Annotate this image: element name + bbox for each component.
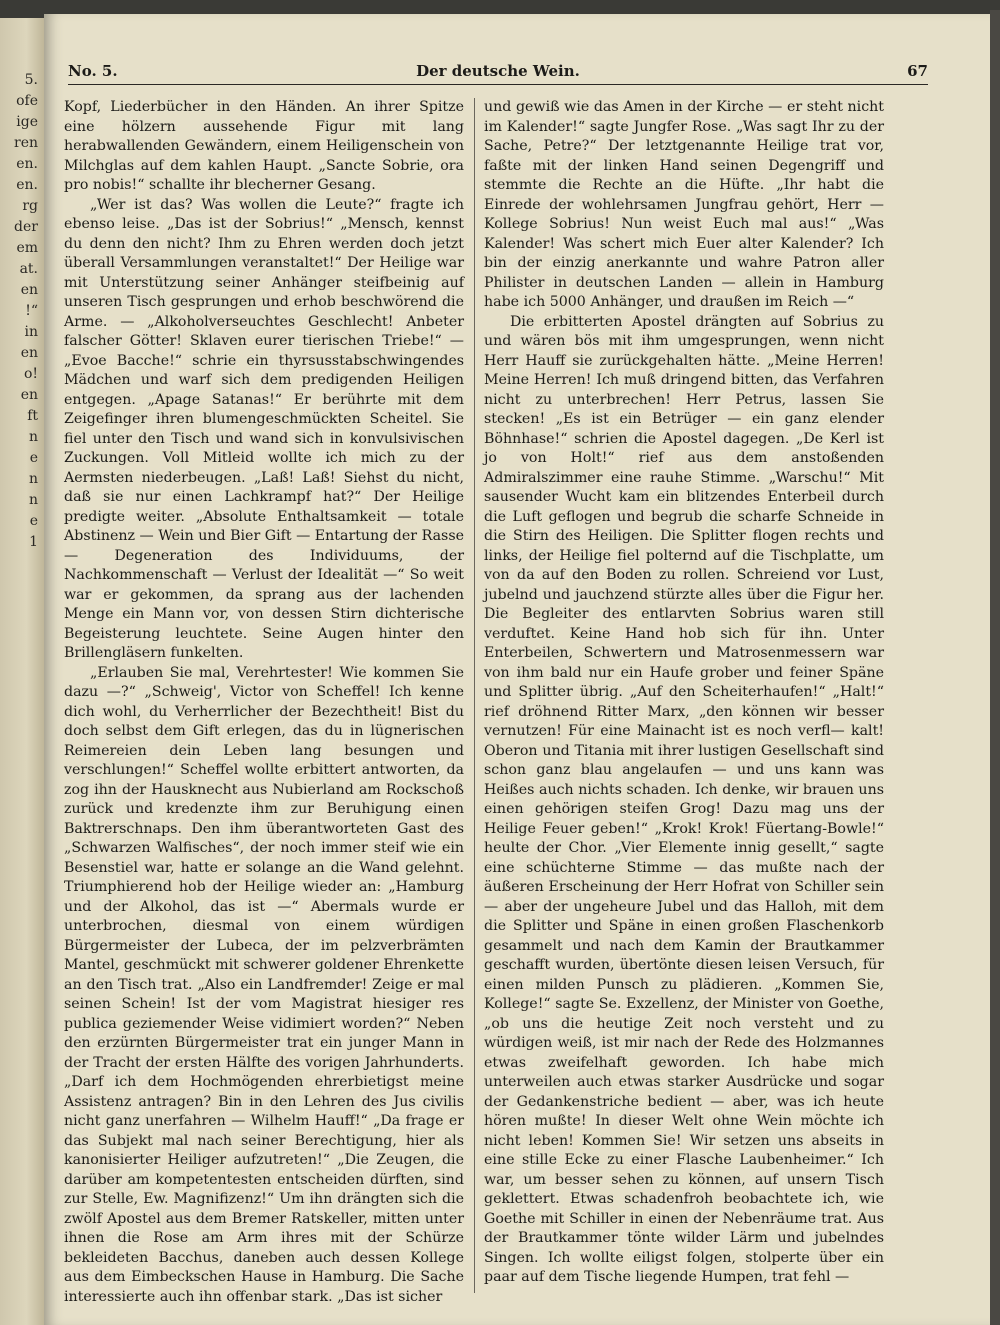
page-header xyxy=(68,60,928,85)
left-column xyxy=(64,98,464,1305)
issue-number: No. 5. xyxy=(68,62,118,80)
previous-page-fragment: !“ xyxy=(25,303,38,319)
previous-page-fragment: ren xyxy=(14,135,38,151)
previous-page-fragment: n xyxy=(28,471,38,487)
page-number: 67 xyxy=(907,62,928,80)
paragraph: Kopf, Liederbücher in den Händen. An ihrer Spitze eine hölzern aussehende Figur mit lang herabwallenden Gewändern, einem Heiligenschein von Milchglas auf dem kahlen Haupt. „Sancte Sobrie, ora pro nobis!“ schallte ihr blecherner Gesang. xyxy=(64,99,464,193)
previous-page-fragment: n xyxy=(28,492,38,508)
previous-page-fragment: en xyxy=(20,387,38,403)
previous-page-fragment: en. xyxy=(16,156,38,172)
journal-title: Der deutsche Wein. xyxy=(416,62,580,80)
previous-page-fragment: em xyxy=(16,240,38,256)
previous-page-fragment: en. xyxy=(16,177,38,193)
previous-page-fragment: en xyxy=(20,345,38,361)
previous-page-fragment: 1 xyxy=(29,534,38,550)
previous-page-fragment: o! xyxy=(23,366,38,382)
previous-page-fragment: ofe xyxy=(16,93,38,109)
paragraph: „Erlauben Sie mal, Verehrtester! Wie kommen Sie dazu —?“ „Schweig', Victor von Scheffel! Ich kenne dich wohl, du Verherrlicher der Bezechtheit! Bist du doch selbst dem Gift erlegen, das du in lügnerischen Reimereien dein Leben lang besungen und verschlungen!“ Scheffel wollte erbittert antworten, da zog ihn der Hausknecht aus Nubierland am Rockschoß zurück und kredenzte ihm zur Beruhigung einen Baktrerschnaps. Den ihm überantworteten Gast des „Schwarzen Walfisches“, der noch immer steif wie ein Besenstiel war, hatte er solange an die Wand gelehnt. Triumphierend hob der Heilige wieder an: „Hamburg und der Alkohol, das ist —“ Abermals wurde er unterbrochen, diesmal von einem würdigen Bürgermeister der Lubeca, der im pelzverbrämten Mantel, geschmückt mit schwerer goldener Ehrenkette an den Tisch trat. „Also ein Landfremder! Zeige er mal seinen Schein! Ist der vom Magistrat hiesiger res publica geziemender Weise vidimiert worden?“ Neben den erzürnten Bürgermeister trat ein junger Mann in der Tracht der ersten Hälfte des vorigen Jahrhunderts. „Darf ich dem Hochmögenden ehrerbietigst meine Assistenz antragen? Bin in den Lehren des Jus civilis nicht ganz unerfahren — Wilhelm Hauff!“ „Da frage er das Subjekt mal nach seiner Berechtigung, hier als kanonisierter Heiliger aufzutreten!“ „Die Zeugen, die darüber am kompetentesten entscheiden dürften, sind zur Stelle, Ew. Magnifizenz!“ Um ihn drängten sich die zwölf Apostel aus dem Bremer Ratskeller, mitten unter ihnen die Rose am Arm ihres mit der Schürze bekleideten Bacchus, daneben auch dessen Kollege aus dem Eimbeckschen Hause in Hamburg. Die Sache interessierte auch ihn offenbar stark. „Das ist sicher xyxy=(64,664,464,1305)
book-edge xyxy=(990,10,1000,1325)
previous-page-fragment: n xyxy=(28,429,38,445)
previous-page-fragment: e xyxy=(29,450,38,466)
page xyxy=(44,14,990,1325)
previous-page-fragment: e xyxy=(29,513,38,529)
paragraph: Die erbitterten Apostel drängten auf Sobrius zu und wären bös mit ihm umgesprungen, wenn nicht Herr Hauff sie zurückgehalten hätte. „Meine Herren! Meine Herren! Ich muß dringend bitten, das Verfahren nicht zu unterbrechen! Herr Petrus, lassen Sie stecken! „Es ist ein Betrüger — ein ganz elender Böhnhase!“ schrien die Apostel dagegen. „De Kerl ist jo von Holt!“ rief aus dem anstoßenden Admiralszimmer eine rauhe Stimme. „Warschu!“ Mit sausender Wucht kam ein blitzendes Enterbeil durch die Luft geflogen und begrub die scharfe Schneide in die Stirn des Heiligen. Die Splitter flogen rechts und links, der Heilige fiel polternd auf die Tischplatte, um von da auf den Boden zu rollen. Schreiend vor Lust, jubelnd und jauchzend stürzte alles über die Figur her. Die Begleiter des entlarvten Sobrius waren still verduftet. Keine Hand hob sich für ihn. Unter Enterbeilen, Schwertern und Matrosenmessern war von ihm bald nur ein Haufe grober und feiner Späne und Splitter übrig. „Auf den Scheiterhaufen!“ „Halt!“ rief dröhnend Ritter Marx, „den können wir besser vernutzen! Für eine Mainacht ist es noch verfl— kalt! Oberon und Titania mit ihrer lustigen Gesellschaft sind schon ganz blau angelaufen — und uns kann was Heißes auch nichts schaden. Ich denke, wir brauen uns einen gehörigen steifen Grog! Dazu mag uns der Heilige Feuer geben!“ „Krok! Krok! Füertang-Bowle!“ heulte der Chor. „Vier Elemente innig gesellt,“ sagte eine schüchterne Stimme — das mußte nach der äußeren Erscheinung der Herr Hofrat von Schiller sein — aber der ungeheure Jubel und das Halloh, mit dem die Splitter und Späne in einen großen Flaschenkorb gesammelt und nach dem Kamin der Brautkammer geschafft wurden, übertönte diesen leisen Versuch, für einen milden Punsch zu plädieren. „Kommen Sie, Kollege!“ sagte Se. Exzellenz, der Minister von Goethe, „ob uns die heutige Zeit noch versteht und zu würdigen weiß, ist mir nach der Rede des Holzmannes etwas zweifelhaft geworden. Ich habe mich unterweilen auch etwas starker Ausdrücke und sogar der Gedankenstriche bedient — aber, was ich heute hören mußte! In dieser Welt ohne Wein möchte ich nicht leben! Kommen Sie! Wir setzen uns abseits in eine stille Ecke zu einer Flasche Laubenheimer.“ Ich war, um besser sehen zu können, auf unsern Tisch geklettert. Etwas schadenfroh beobachtete ich, wie Goethe mit Schiller in einen der Nebenräume trat. Aus der Brautkammer tönte wilder Lärm und jubelndes Singen. Ich wollte eiligst folgen, stolperte über ein paar auf dem Tische liegende Humpen, trat fehl — xyxy=(484,313,884,1285)
previous-page-fragment: ige xyxy=(16,114,38,130)
previous-page-edge xyxy=(0,18,44,1325)
previous-page-fragment: 5. xyxy=(24,72,38,88)
previous-page-fragment: en xyxy=(20,282,38,298)
previous-page-fragment: rg xyxy=(22,198,38,214)
previous-page-fragment: ft xyxy=(27,408,38,424)
previous-page-fragment: in xyxy=(24,324,38,340)
right-column xyxy=(484,98,884,1293)
paragraph: und gewiß wie das Amen in der Kirche — er steht nicht im Kalender!“ sagte Jungfer Rose. „Was sagt Ihr zu der Sache, Petre?“ Der letztgenannte Heilige trat vor, faßte mit der linken Hand seinen Degengriff und stemmte die Rechte an die Hüfte. „Ihr habt die Einrede der wohlehrsamen Jungfrau gehört, Herr — Kollege Sobrius! Nun weist Euch mal aus!“ „Was Kalender! Was schert mich Euer alter Kalender? Ich bin der einzig anerkannte und wahre Patron aller Philister in deutschen Landen — allein in Hamburg habe ich 5000 Anhänger, und draußen im Reich —“ xyxy=(484,99,884,310)
column-divider xyxy=(474,98,475,1293)
previous-page-fragment: der xyxy=(14,219,38,235)
paragraph: „Wer ist das? Was wollen die Leute?“ fragte ich ebenso leise. „Das ist der Sobrius!“ „Mensch, kennst du denn den nicht? Ihm zu Ehren werden doch jetzt überall Versammlungen veranstaltet!“ Der Heilige war mit Unterstützung seiner Anhänger steifbeinig auf unseren Tisch gesprungen und erhob beschwörend die Arme. — „Alkoholverseuchtes Geschlecht! Anbeter falscher Götter! Sklaven eurer tierischen Triebe!“ — „Evoe Bacche!“ schrie ein thyrsusstabschwingendes Mädchen und warf sich dem predigenden Heiligen entgegen. „Apage Satanas!“ Er berührte mit dem Zeigefinger ihren blumengeschmückten Scheitel. Sie fiel unter den Tisch und wand sich in konvulsivischen Zuckungen. Voll Mitleid wollte ich mich zu der Aermsten niederbeugen. „Laß! Laß! Siehst du nicht, daß sie nur einen Lachkrampf hat?“ Der Heilige predigte weiter. „Absolute Enthaltsamkeit — totale Abstinenz — Wein und Bier Gift — Entartung der Rasse — Degeneration des Individuums, der Nachkommenschaft — Verlust der Idealität —“ So weit war er gekommen, da sprang aus der lachenden Menge ein Mann vor, von dessen Stirn dichterische Begeisterung leuchtete. Seine Augen hinter den Brillengläsern funkelten. xyxy=(64,196,464,661)
previous-page-fragment: at. xyxy=(19,261,38,277)
